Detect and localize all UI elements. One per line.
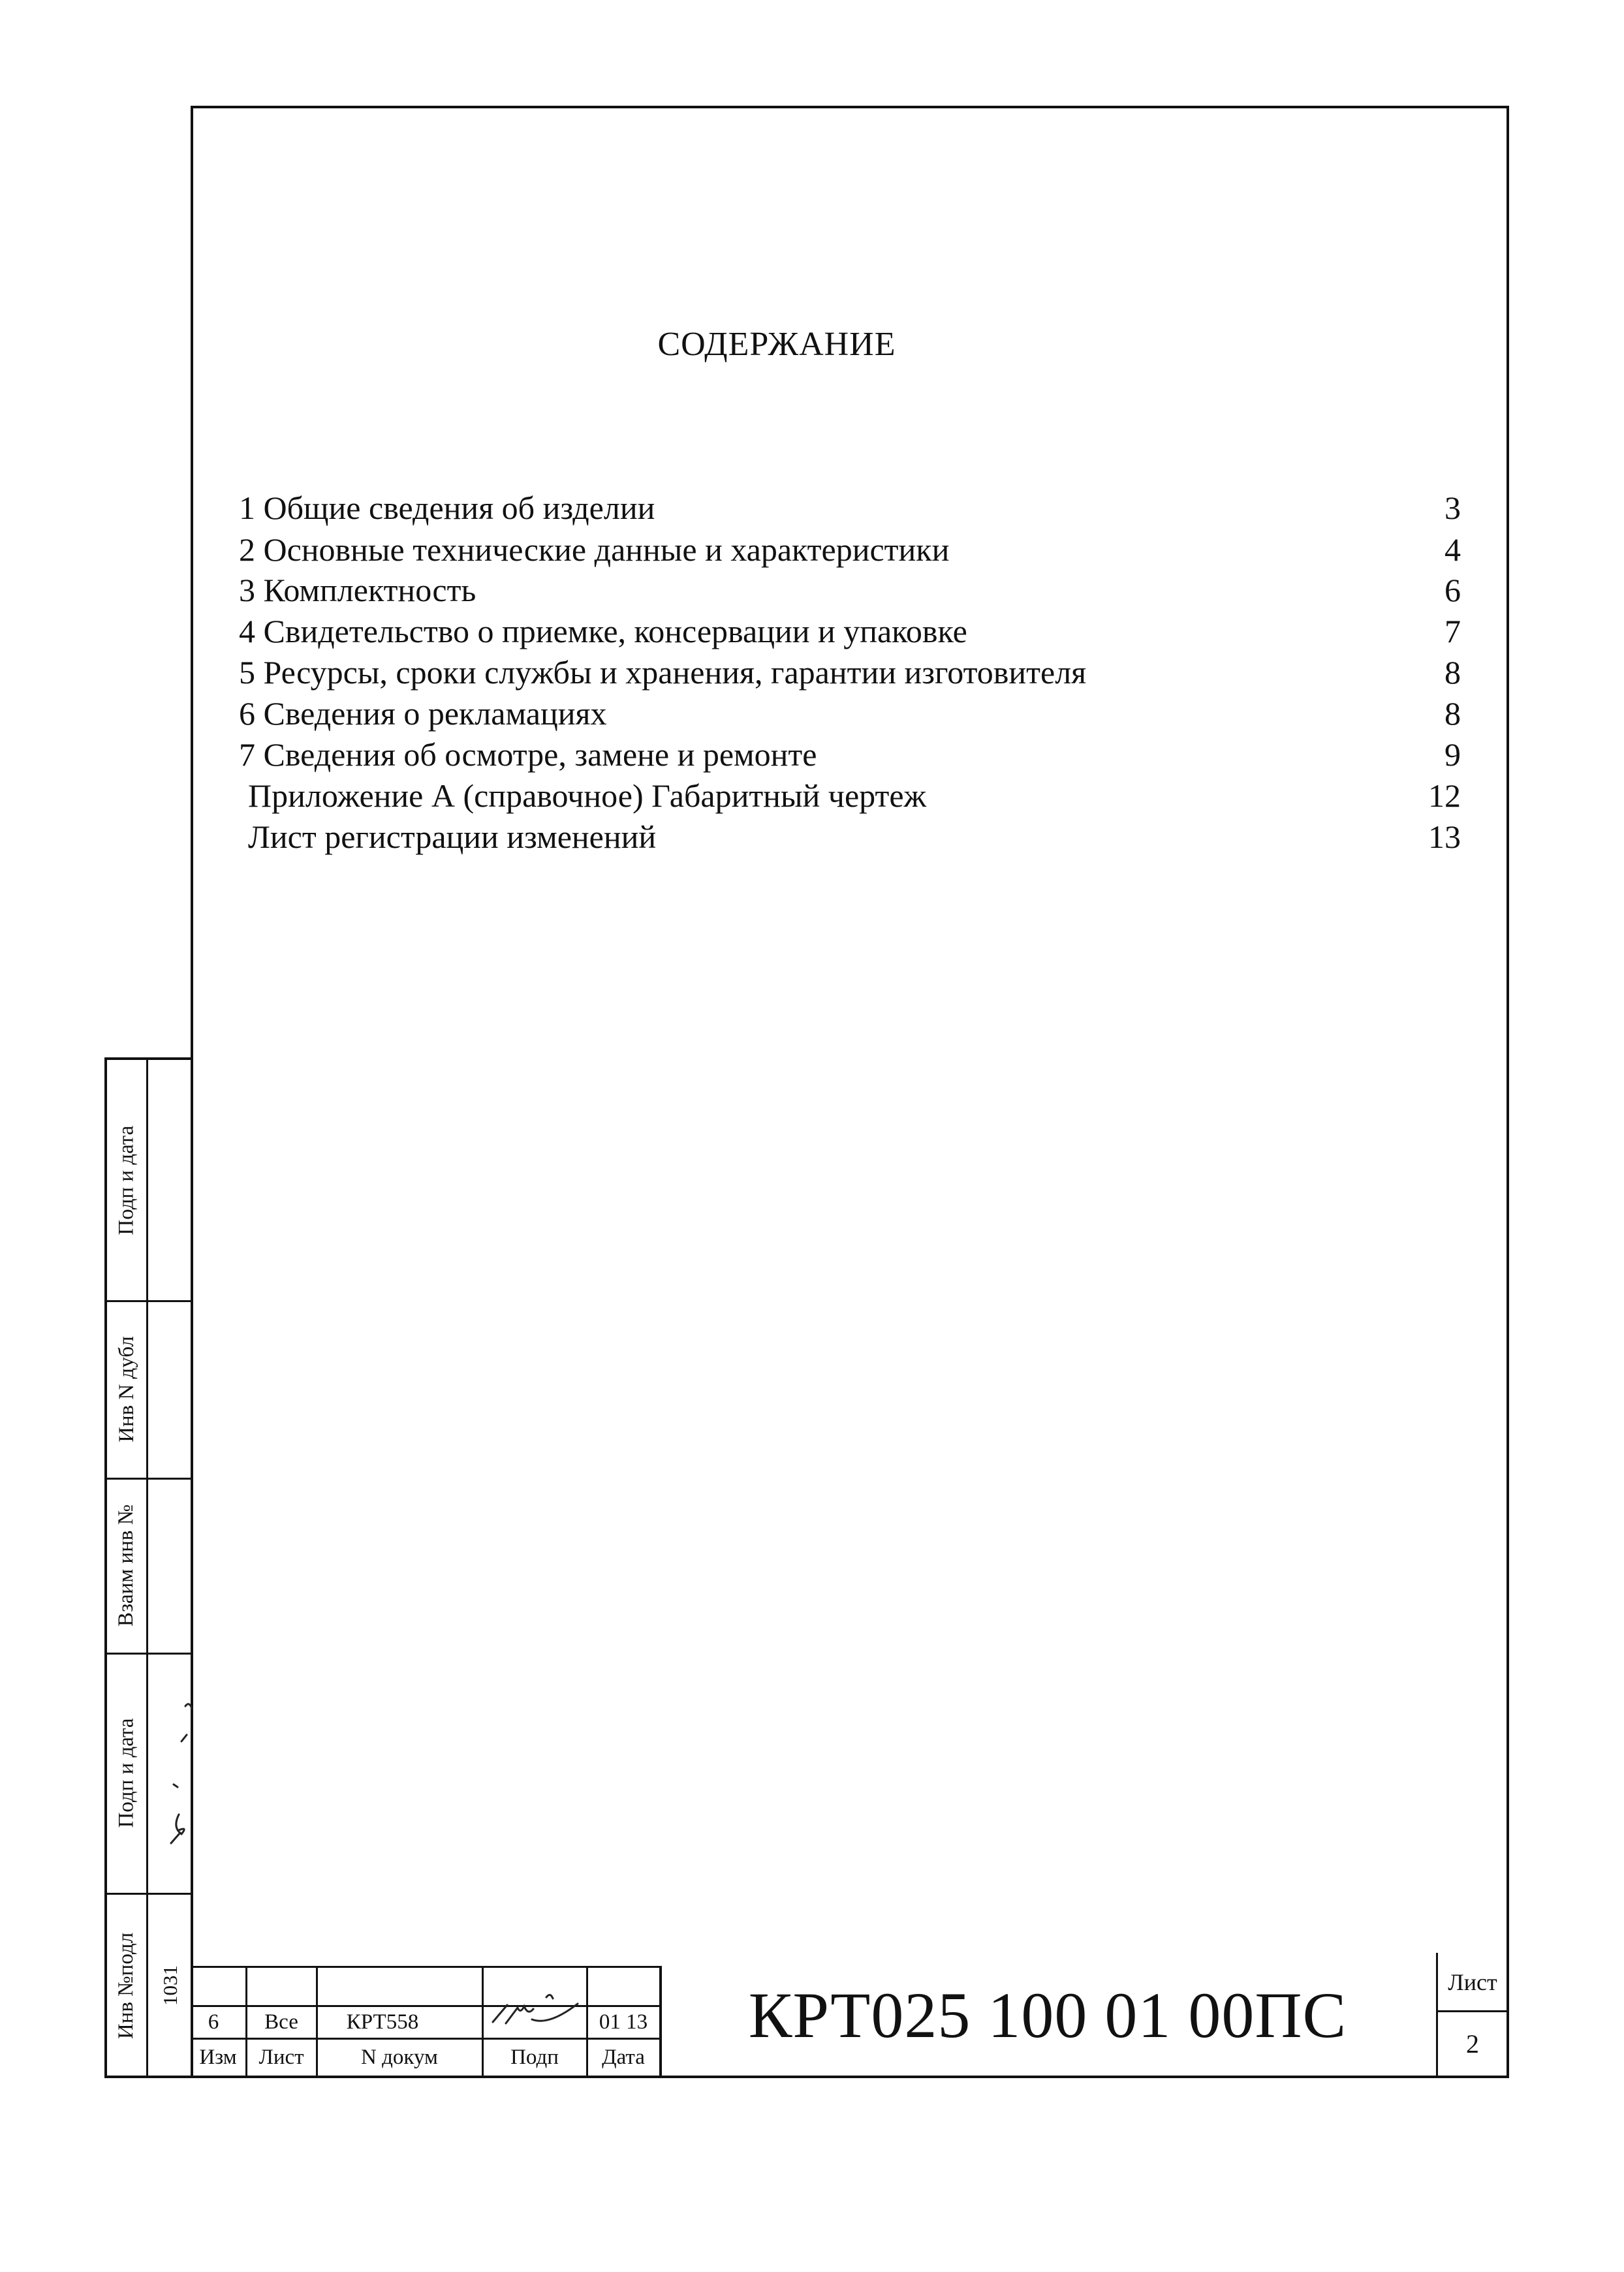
stamp-label: [107, 1893, 146, 2078]
toc-item: [239, 610, 1479, 652]
toc-item-page: 3: [1444, 490, 1461, 526]
toc-item-page: 4: [1444, 531, 1461, 568]
toc-title: СОДЕРЖАНИЕ: [657, 326, 896, 363]
toc-item: [239, 569, 1479, 611]
toc-item: [239, 816, 1479, 858]
stamp-label: [107, 1653, 146, 1893]
stamp-label: [107, 1478, 146, 1653]
toc-item-text: Лист регистрации изменений: [248, 818, 657, 855]
list-value: Все: [264, 2010, 298, 2034]
tb-line: [1436, 2010, 1508, 2012]
sheet-number: 2: [1466, 2029, 1479, 2059]
toc-item-text: 7 Сведения об осмотре, замене и ремонте: [239, 736, 817, 773]
sheet-label: Лист: [1448, 1969, 1497, 1995]
header-doc-number: N докум: [361, 2045, 438, 2069]
toc-item-page: 6: [1444, 572, 1461, 608]
stamp-label-text: Подп и дата: [114, 1125, 138, 1236]
side-stamp: [104, 1057, 193, 2078]
toc-item-text: 5 Ресурсы, сроки службы и хранения, гарантии изготовителя: [239, 654, 1087, 691]
toc-item-text: 3 Комплектность: [239, 572, 476, 608]
toc-item: [239, 734, 1479, 775]
toc-item-page: 7: [1444, 613, 1461, 649]
toc-item-text: 6 Сведения о рекламациях: [239, 695, 607, 732]
toc-item-page: 8: [1444, 695, 1461, 732]
toc-item-page: 8: [1444, 654, 1461, 691]
stamp-label-text: Инв N дубл: [114, 1335, 138, 1442]
toc-item-text: 4 Свидетельство о приемке, консервации и упаковке: [239, 613, 967, 649]
header-date: Дата: [602, 2045, 645, 2069]
izm-value: 6: [208, 2010, 219, 2034]
stamp-label-text: Взаим инв №: [114, 1504, 138, 1626]
stamp-label: [107, 1060, 146, 1300]
toc-item-text: 2 Основные технические данные и характеристики: [239, 531, 950, 568]
tb-line: [191, 1966, 661, 1968]
document-designation: КРТ025 100 01 00ПС: [748, 1978, 1347, 2051]
toc-item: [239, 692, 1479, 734]
toc-item: [239, 775, 1479, 817]
toc-item: [239, 651, 1479, 693]
signature-scribble: [486, 1984, 591, 2036]
date-value: 01 13: [599, 2010, 648, 2034]
drawing-frame: [191, 106, 1509, 2078]
header-list: Лист: [258, 2045, 304, 2069]
toc-item-page: 12: [1428, 777, 1461, 814]
stamp-label: [107, 1300, 146, 1478]
stamp-label-text: Инв №подл: [114, 1932, 138, 2039]
toc-item-text: 1 Общие сведения об изделии: [239, 490, 655, 526]
header-signature: Подп: [510, 2045, 559, 2069]
stamp-label-text: Подп и дата: [114, 1717, 138, 1828]
signature-scribble: [159, 1687, 196, 1856]
toc-item: [239, 487, 1479, 529]
toc-item: [239, 529, 1479, 570]
toc-item-text: Приложение А (справочное) Габаритный чертеж: [248, 777, 927, 814]
inv-number-value: [148, 1893, 193, 2078]
inv-number-text: 1031: [159, 1965, 181, 2006]
doc-number-value: КРТ558: [346, 2010, 419, 2034]
toc-item-page: 13: [1428, 818, 1461, 855]
toc-item-page: 9: [1444, 736, 1461, 773]
header-izm: Изм: [199, 2045, 237, 2069]
